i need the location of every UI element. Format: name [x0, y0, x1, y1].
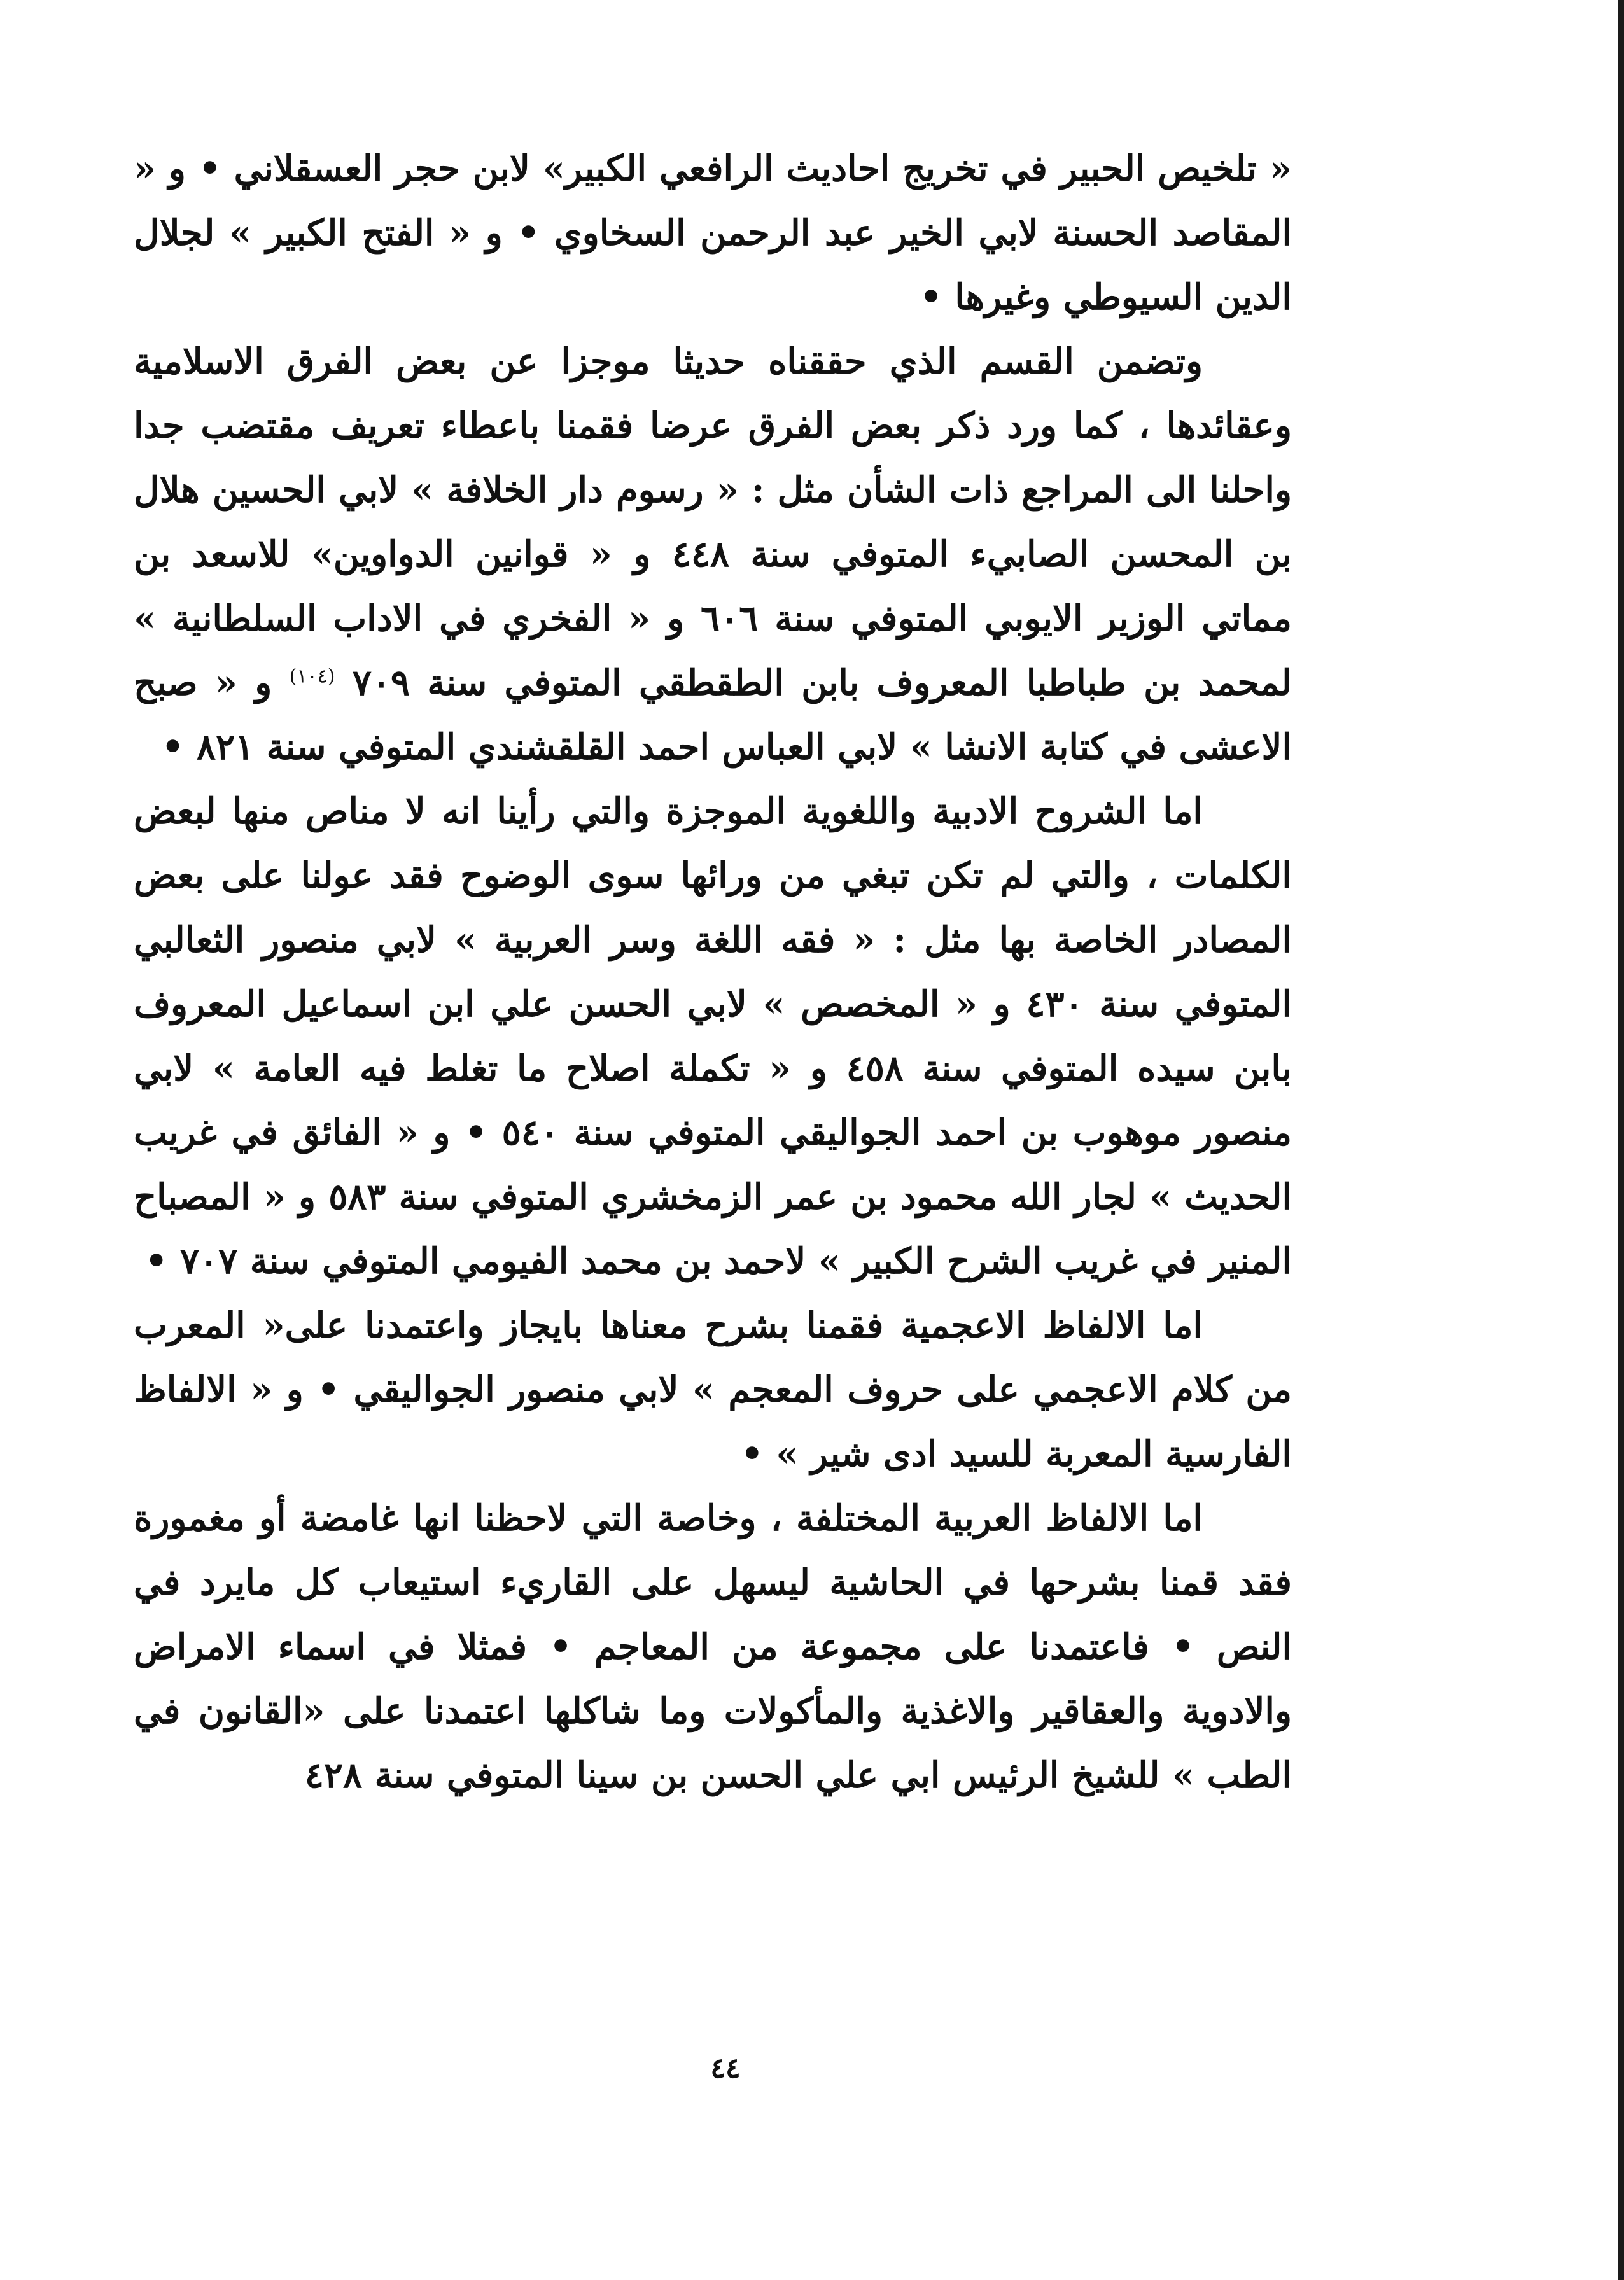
- footnote-reference: (١٠٤): [289, 665, 335, 688]
- paragraph-1-text: « تلخيص الحبير في تخريج احاديث الرافعي الكبير» لابن حجر العسقلاني • و « المقاصد الحسنة لابي الخير عبد الرحمن السخاوي • و « الفتح الكبير » لجلال الدين السيوطي وغيرها •: [134, 148, 1292, 318]
- paragraph-4-text: اما الالفاظ الاعجمية فقمنا بشرح معناها بايجاز واعتمدنا على« المعرب من كلام الاعجمي على حروف المعجم » لابي منصور الجواليقي • و « الالفاظ الفارسية المعربة للسيد ادى شير » •: [134, 1304, 1292, 1475]
- paragraph-3: [134, 780, 1292, 1294]
- paragraph-1: [134, 137, 1292, 330]
- paragraph-5: [134, 1486, 1292, 1808]
- page-edge-border: [1618, 0, 1624, 2280]
- paragraph-2-text-after: و « صبح الاعشى في كتابة الانشا » لابي العباس احمد القلقشندي المتوفي سنة ٨٢١ •: [134, 662, 1292, 768]
- paragraph-2: [134, 330, 1292, 780]
- paragraph-2-text: وتضمن القسم الذي حققناه حديثا موجزا عن بعض الفرق الاسلامية وعقائدها ، كما ورد ذكر بعض الفرق عرضا فقمنا باعطاء تعريف مقتضب جدا واحلنا الى المراجع ذات الشأن مثل : « رسوم دار الخلافة » لابي الحسين هلال بن المحسن الصابيء المتوفي سنة ٤٤٨ و « قوانين الدواوين» للاسعد بن مماتي الوزير الايوبي المتوفي سنة ٦٠٦ و « الفخري في الاداب السلطانية » لمحمد بن طباطبا المعروف بابن الطقطقي المتوفي سنة ٧٠٩: [134, 340, 1292, 704]
- paragraph-4: [134, 1294, 1292, 1486]
- page-number: ٤٤: [710, 2052, 741, 2085]
- paragraph-5-text: اما الالفاظ العربية المختلفة ، وخاصة التي لاحظنا انها غامضة أو مغمورة فقد قمنا بشرحها في الحاشية ليسهل على القاريء استيعاب كل مايرد في النص • فاعتمدنا على مجموعة من المعاجم • فمثلا في اسماء الامراض والادوية والعقاقير والاغذية والمأكولات وما شاكلها اعتمدنا على «القانون في الطب » للشيخ الرئيس ابي علي الحسن بن سينا المتوفي سنة ٤٢٨: [134, 1497, 1292, 1796]
- document-body: [134, 137, 1292, 1808]
- paragraph-3-text: اما الشروح الادبية واللغوية الموجزة والتي رأينا انه لا مناص منها لبعض الكلمات ، والتي لم تكن تبغي من ورائها سوى الوضوح فقد عولنا على بعض المصادر الخاصة بها مثل : « فقه اللغة وسر العربية » لابي منصور الثعالبي المتوفي سنة ٤٣٠ و « المخصص » لابي الحسن علي ابن اسماعيل المعروف بابن سيده المتوفي سنة ٤٥٨ و « تكملة اصلاح ما تغلط فيه العامة » لابي منصور موهوب بن احمد الجواليقي المتوفي سنة ٥٤٠ • و « الفائق في غريب الحديث » لجار الله محمود بن عمر الزمخشري المتوفي سنة ٥٨٣ و « المصباح المنير في غريب الشرح الكبير » لاحمد بن محمد الفيومي المتوفي سنة ٧٠٧ •: [134, 790, 1292, 1282]
